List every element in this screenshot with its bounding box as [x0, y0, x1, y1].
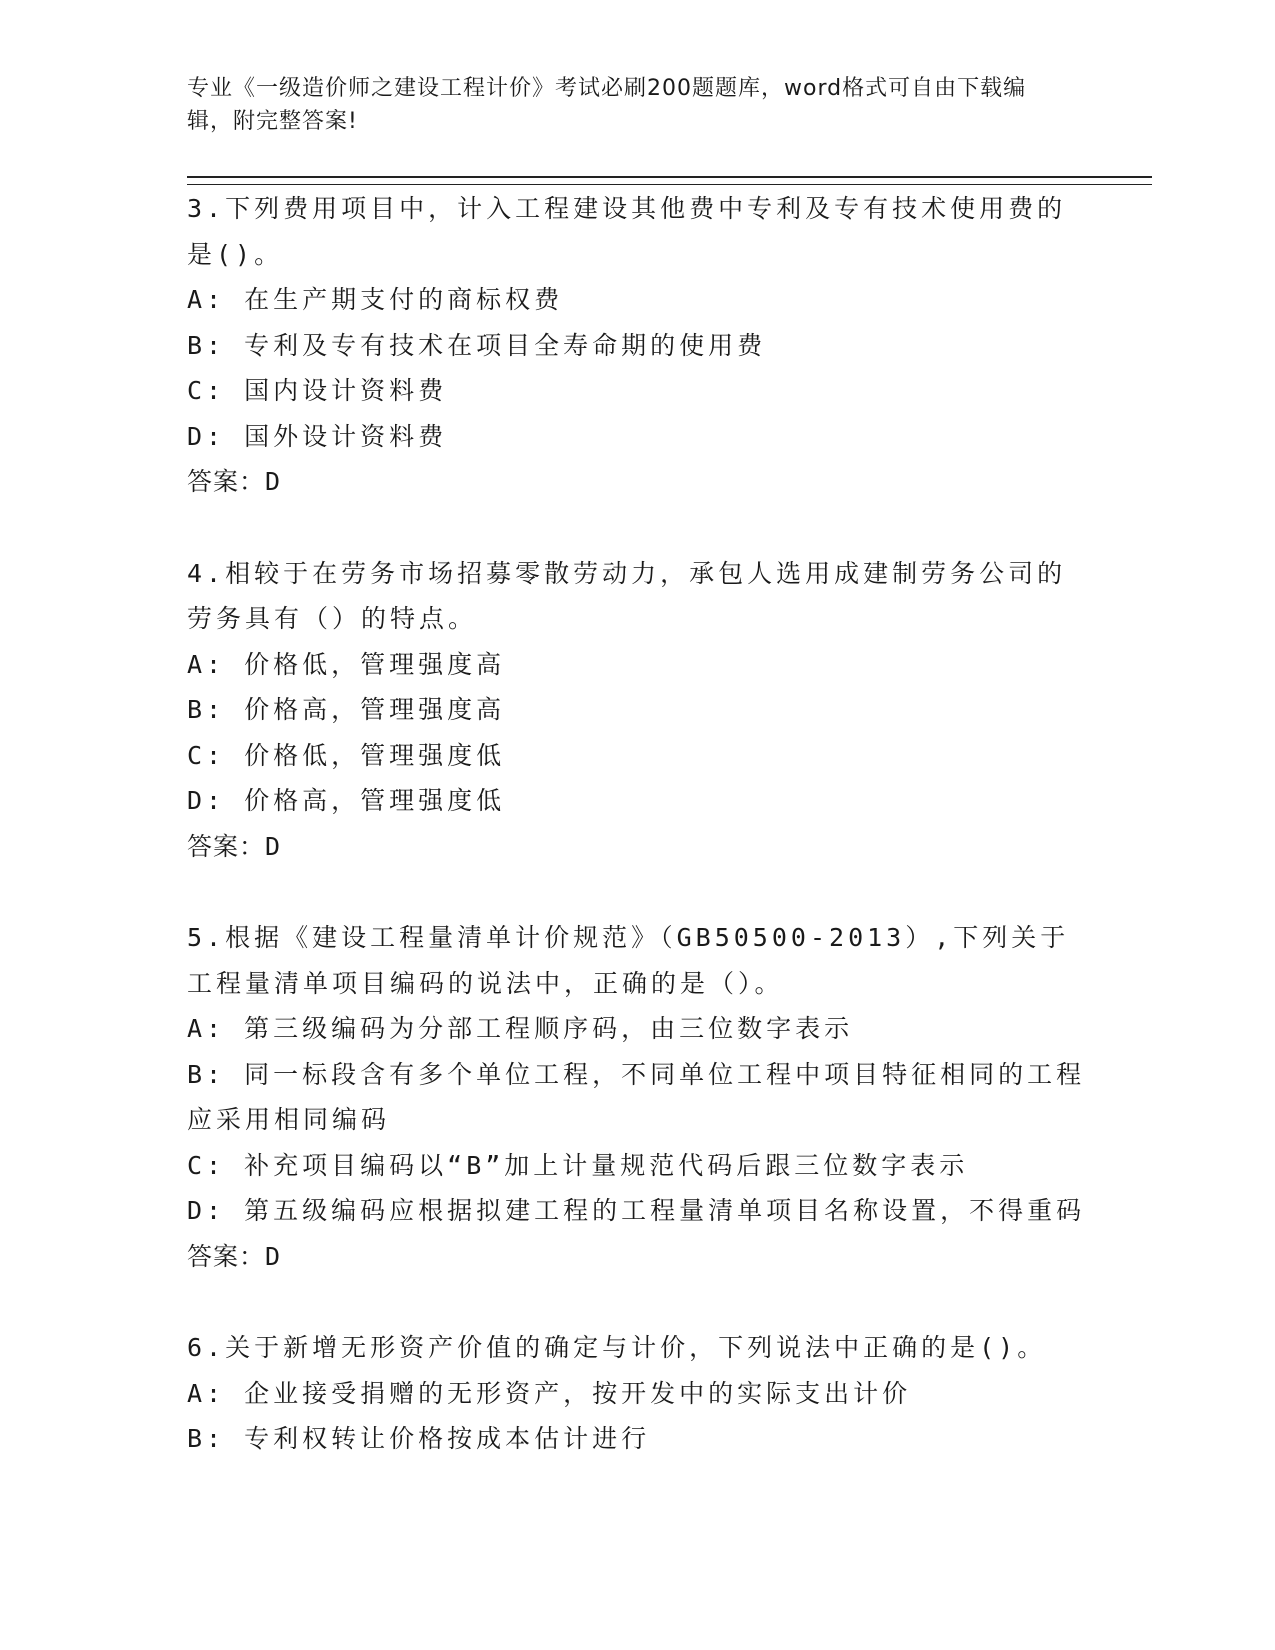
question-stem: 4.相较于在劳务市场招募零散劳动力，承包人选用成建制劳务公司的劳务具有（）的特点。 — [187, 558, 1067, 633]
option-a: A: 第三级编码为分部工程顺序码，由三位数字表示 — [187, 1014, 854, 1043]
answer-value: D — [265, 1241, 282, 1271]
option-b: B: 价格高，管理强度高 — [187, 695, 506, 724]
option-b: B: 专利及专有技术在项目全寿命期的使用费 — [187, 330, 767, 360]
question-6 — [187, 1325, 1087, 1462]
option-c: C: 补充项目编码以“B”加上计量规范代码后跟三位数字表示 — [187, 1150, 969, 1180]
option-d: D: 第五级编码应根据拟建工程的工程量清单项目名称设置，不得重码 — [187, 1196, 1086, 1225]
option-a: A: 在生产期支付的商标权费 — [187, 285, 564, 314]
question-5 — [187, 915, 1087, 1279]
question-list — [187, 186, 1087, 1508]
answer-label: 答案： — [187, 467, 266, 496]
answer-line — [187, 824, 1087, 870]
answer-label: 答案： — [187, 831, 266, 861]
question-stem: 5.根据《建设工程量清单计价规范》（GB50500-2013）,下列关于工程量清单项目编码的说法中，正确的是（）。 — [187, 923, 1070, 998]
question-stem: 3.下列费用项目中，计入工程建设其他费中专利及专有技术使用费的是()。 — [187, 194, 1067, 269]
option-d: D: 国外设计资料费 — [187, 421, 448, 451]
answer-line — [187, 1234, 1087, 1280]
question-3 — [187, 186, 1087, 505]
option-c: C: 国内设计资料费 — [187, 376, 448, 405]
answer-label: 答案： — [187, 1241, 266, 1271]
option-c: C: 价格低，管理强度低 — [187, 740, 506, 770]
answer-value: D — [265, 831, 282, 861]
question-stem: 6.关于新增无形资产价值的确定与计价，下列说法中正确的是()。 — [187, 1333, 1047, 1362]
answer-line — [187, 459, 1087, 505]
question-4 — [187, 551, 1087, 870]
document-header: 专业《一级造价师之建设工程计价》考试必刷200题题库，word格式可自由下载编辑，附完整答案! — [187, 76, 1027, 134]
answer-value: D — [265, 467, 282, 496]
option-b: B: 同一标段含有多个单位工程，不同单位工程中项目特征相同的工程应采用相同编码 — [187, 1059, 1086, 1134]
header-divider — [187, 176, 1152, 185]
option-a: A: 企业接受捐赠的无形资产，按开发中的实际支出计价 — [187, 1378, 912, 1408]
option-b: B: 专利权转让价格按成本估计进行 — [187, 1424, 651, 1453]
option-d: D: 价格高，管理强度低 — [187, 786, 506, 815]
option-a: A: 价格低，管理强度高 — [187, 649, 506, 679]
